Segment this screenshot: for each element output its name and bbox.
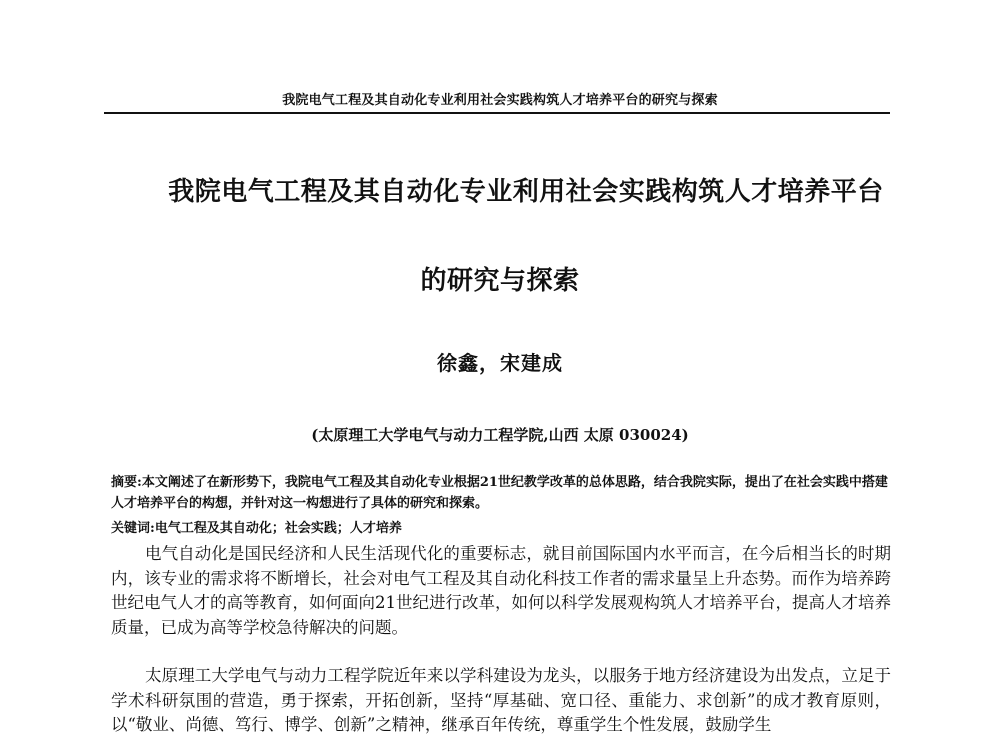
affiliation: (太原理工大学电气与动力工程学院,山西 太原 030024)	[311, 426, 689, 444]
header-rule	[104, 112, 890, 114]
body-paragraph-2: 太原理工大学电气与动力工程学院近年来以学科建设为龙头，以服务于地方经济建设为出发点，立足于学术科研氛围的营造，勇于探索，开拓创新，坚持“厚基础、宽口径、重能力、求创新”的成才教育原则，以“敬业、尚德、笃行、博学、创新”之精神，继承百年传统，尊重学生个性发展，鼓励学生	[111, 666, 891, 734]
keywords-label: 关键词:	[111, 521, 155, 536]
abstract	[111, 472, 891, 514]
authors: 徐鑫，宋建成	[437, 351, 563, 375]
paper-title-line-1: 我院电气工程及其自动化专业利用社会实践构筑人才培养平台	[168, 177, 884, 207]
keywords	[111, 517, 891, 536]
abstract-label: 摘要:	[111, 475, 142, 490]
running-head: 我院电气工程及其自动化专业利用社会实践构筑人才培养平台的研究与探索	[282, 93, 718, 108]
body-paragraph-1: 电气自动化是国民经济和人民生活现代化的重要标志，就目前国际国内水平而言，在今后相当长的时期内，该专业的需求将不断增长，社会对电气工程及其自动化科技工作者的需求量呈上升态势。而作为培养跨世纪电气人才的高等教育，如何面向21世纪进行改革，如何以科学发展观构筑人才培养平台，提高人才培养质量，已成为高等学校急待解决的问题。	[111, 544, 891, 637]
keywords-text: 电气工程及其自动化；社会实践；人才培养	[154, 521, 402, 536]
abstract-text: 本文阐述了在新形势下，我院电气工程及其自动化专业根据21世纪教学改革的总体思路，结合我院实际，提出了在社会实践中搭建人才培养平台的构想，并针对这一构想进行了具体的研究和探索。	[111, 475, 888, 511]
paper-title-line-2: 的研究与探索	[420, 266, 580, 296]
